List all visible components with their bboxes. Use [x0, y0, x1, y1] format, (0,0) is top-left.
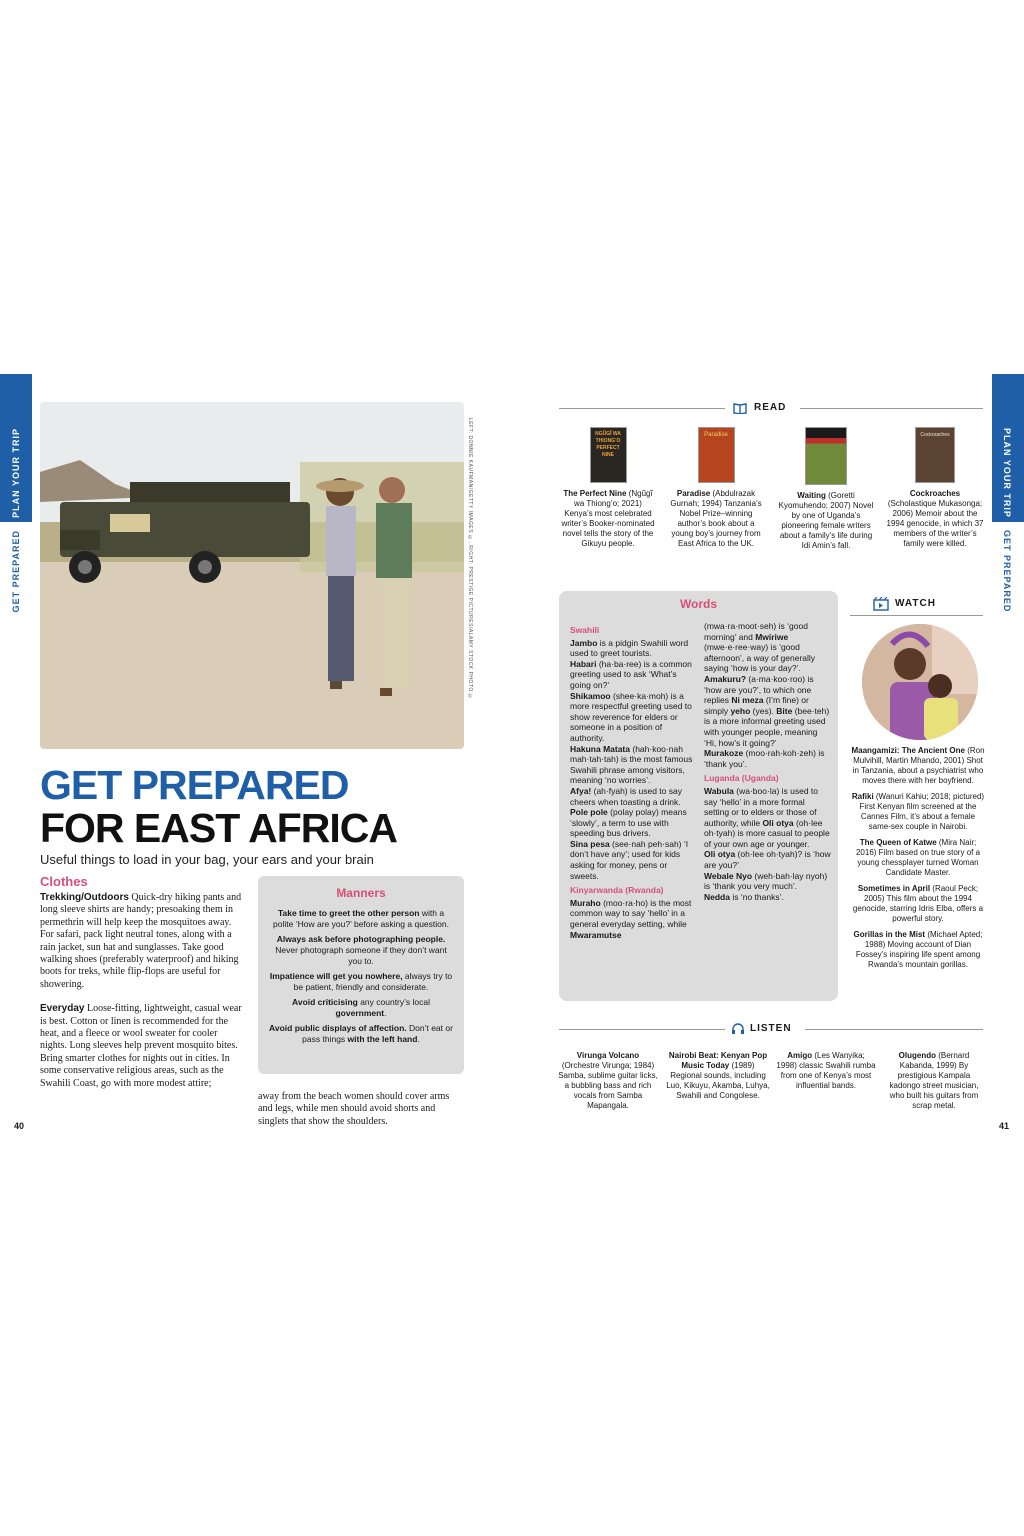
phrase-entry: Muraho (moo·ra·ho) is the most common way to say ‘hello’ in a general everyday setting, while Mwaramutse	[570, 897, 692, 940]
manners-item: Avoid public displays of affection. Don’t eat or pass things with the left hand.	[269, 1023, 453, 1044]
book-paradise	[668, 427, 764, 549]
phrase-entry: Murakoze (moo·rah·koh·zeh) is ‘thank you’.	[704, 748, 825, 769]
clothes-trekking-text: Quick-dry hiking pants and long sleeve shirts are handy; presoaking them in permethrin will help keep the mosquitoes away. For safari, pack light neutral tones, along with a rain jacket, sun hat and sunglasses. Take good walking shoes (preferably waterproof) and hiking boots for treks, while flip-flops are useful for showering.	[40, 892, 242, 990]
book-cover: NGŨGĨ WA THIONG’O PERFECT NINE	[590, 427, 627, 483]
language-heading: Kinyarwanda (Rwanda)	[570, 885, 664, 896]
book-perfect-nine	[560, 427, 656, 549]
manners-item: Take time to greet the other person with a polite ‘How are you?’ before asking a question.	[273, 908, 449, 929]
clothes-everyday-lead: Everyday	[40, 1003, 85, 1015]
book-cover: Cockroaches	[915, 427, 955, 483]
manners-item: Impatience will get you nowhere, always try to be patient, friendly and considerate.	[269, 971, 453, 992]
phrase-entry: Nedda is ‘no thanks’.	[704, 891, 784, 902]
page-number-left: 40	[14, 1121, 25, 1131]
phrase-entry: Pole pole (polay polay) means ‘slowly’, a term to use with speeding bus drivers.	[570, 807, 687, 839]
watch-rule	[850, 615, 983, 616]
phrase-entry: Oli otya (oh·lee oh·tyah)? is ‘how are you?’	[704, 849, 831, 871]
watch-title: WATCH	[895, 598, 936, 609]
phrase-entry: Hakuna Matata (hah·koo·nah mah·tah·tah) is the most famous Swahili phrase among visitors, meaning ‘no worries’.	[570, 743, 693, 786]
manners-item: Always ask before photographing people. Never photograph someone if they don’t want you to.	[275, 934, 447, 966]
phrase-entry: Shikamoo (shee·ka·moh) is a more respectful greeting used to show reverence for elders or someone in a position of authority.	[570, 690, 692, 743]
book-desc: (Goretti Kyomuhendo; 2007) Novel by one of Uganda’s pioneering female writers about a family’s life during Idi Amin’s fall.	[778, 491, 874, 550]
language-heading: Luganda (Uganda)	[704, 773, 779, 784]
clothes-everyday-paragraph	[40, 1003, 246, 1090]
clothes-title: Clothes	[40, 874, 88, 889]
words-column-2	[704, 621, 832, 902]
phrase-entry: Sina pesa (see·nah peh·sah) ‘I don’t have any’; used for kids asking for money, pens or sweets.	[570, 838, 689, 881]
phrase-entry: Wabula (wa·boo·la) is used to say ‘hello’ in a more formal setting or to elders or those of authority, while Oli otya (oh·lee oh·tyah) is more casual to people of your own age or younger.	[704, 785, 830, 849]
film-entry: Rafiki (Wanuri Kahiu; 2018; pictured) First Kenyan film screened at the Cannes Film, it’s about a female same-sex couple in Nairobi.	[851, 792, 985, 831]
clothes-trekking-paragraph	[40, 892, 246, 991]
listen-rule-right	[805, 1029, 983, 1030]
book-waiting	[776, 427, 876, 551]
words-title: Words	[679, 597, 718, 611]
read-rule-right	[800, 408, 983, 409]
book-title: Waiting	[797, 491, 826, 500]
phrase-entry: Amakuru? (a·ma·koo·roo) is ‘how are you?’, to which one replies Ni meza (I’m fine) or simply yeho (yes). Bite (bee·teh) is a more informal greeting used with younger people, meaning ‘Hi, how’s it going?’	[704, 673, 830, 748]
phrase-entry: Webale Nyo (weh·bah·lay nyoh) is ‘thank you very much’.	[704, 870, 828, 892]
language-heading: Swahili	[570, 625, 600, 635]
safari-photo	[40, 402, 464, 749]
album-entry: Nairobi Beat: Kenyan Pop Music Today (1989) Regional sounds, including Luo, Kikuyu, Akamba, Luhya, Swahili and Congolese.	[666, 1051, 770, 1100]
clothes-everyday-text: Loose-fitting, lightweight, casual wear is best. Cotton or linen is recommended for the heat, and a fleece or wool sweater for cooler nights. Long sleeves help prevent mosquito bites. Bring smarter clothes for nights out in cities. In some conservative religious areas, such as the Swahili Coast, go with more modest attire;	[40, 1003, 242, 1089]
album-entry: Virunga Volcano (Orchestre Virunga; 1984) Samba, sublime guitar licks, a bubbling bass and rich vocals from Samba Mapangala.	[558, 1051, 658, 1110]
left-section-label: GET PREPARED	[11, 530, 21, 613]
book-icon	[733, 401, 747, 419]
phrase-entry: Afya! (ah·fyah) is used to say cheers when toasting a drink.	[570, 785, 682, 807]
film-entry: The Queen of Katwe (Mira Nair; 2016) Film based on true story of a young chessplayer turned Woman Candidate Master.	[855, 838, 981, 877]
book-cover	[805, 427, 847, 485]
page-number-right: 41	[999, 1121, 1010, 1131]
book-desc: (Abdulrazak Gurnah; 1994) Tanzania’s Nobel Prize–winning author’s book about a young boy’s journey from East Africa to the UK.	[670, 489, 762, 548]
album-entry: Olugendo (Bernard Kabanda, 1999) By prestigious Kampala kadongo street musician, who built his guitars from scrap metal.	[889, 1051, 979, 1110]
manners-title: Manners	[336, 886, 386, 900]
headphones-icon	[731, 1022, 745, 1040]
film-still-circle	[862, 624, 978, 740]
headline-subtitle: Useful things to load in your bag, your ears and your brain	[40, 852, 374, 867]
album-entry: Amigo (Les Wanyika; 1998) classic Swahili rumba from one of Kenya’s most influential bands.	[776, 1051, 876, 1090]
words-box	[559, 591, 838, 1001]
safari-scene-image	[40, 402, 464, 749]
book-title: Cockroaches	[909, 489, 961, 498]
book-cover: Paradise	[698, 427, 735, 483]
listen-rule-left	[559, 1029, 725, 1030]
book-title: Paradise	[676, 489, 711, 498]
watch-list	[850, 746, 986, 976]
film-entry: Maangamizi: The Ancient One (Ron Mulvihill, Martin Mhando, 2001) Shot in Tanzania, about a psychiatrist who moves there with her boyfriend.	[851, 746, 985, 785]
headline-line2: FOR EAST AFRICA	[40, 805, 398, 851]
right-section-label: GET PREPARED	[1002, 530, 1012, 613]
read-rule-left	[559, 408, 725, 409]
manners-box	[258, 876, 464, 1074]
phrase-entry: Jambo is a pidgin Swahili word used to greet tourists.	[570, 637, 689, 659]
book-cockroaches	[885, 427, 985, 549]
phrase-entry: Habari (ha·ba·ree) is a common greeting used to ask ‘What’s going on?’	[570, 658, 692, 690]
clothes-trekking-lead: Trekking/Outdoors	[40, 892, 129, 903]
left-tab-label: PLAN YOUR TRIP	[11, 428, 21, 518]
film-entry: Gorillas in the Mist (Michael Apted; 1988) Moving account of Dian Fossey’s inspiring life spent among Rwanda’s mountain gorillas.	[853, 930, 983, 969]
book-desc: (Ngũgĩ wa Thiong’o; 2021) Kenya’s most celebrated writer’s Booker-nominated novel tells the story of the Gikuyu people.	[561, 489, 655, 548]
film-entry: Sometimes in April (Raoul Peck; 2005) This film about the 1994 genocide, starring Idris Elba, offers a powerful story.	[852, 884, 984, 923]
headline-line1: GET PREPARED	[40, 762, 349, 808]
listen-title: LISTEN	[750, 1023, 792, 1034]
book-title: The Perfect Nine	[563, 489, 627, 498]
phrase-entry: (mwa·ra·moot·seh) is ‘good morning’ and Mwiriwe (mwe·e·ree·way) is ‘good afternoon’, a way of generally saying ‘how is your day?’.	[704, 621, 816, 674]
manners-item: Avoid criticising any country’s local government.	[292, 997, 430, 1018]
book-desc: (Scholastique Mukasonga; 2006) Memoir about the 1994 genocide, in which 37 members of the writer’s family were killed.	[886, 499, 984, 548]
clothes-continuation: away from the beach women should cover arms and legs, while men should avoid shorts and singlets that show the shoulders.	[258, 1091, 450, 1127]
watch-icon	[873, 597, 889, 616]
read-title: READ	[754, 402, 787, 413]
right-tab-label: PLAN YOUR TRIP	[1002, 428, 1012, 518]
words-column-1	[570, 621, 696, 940]
clothes-column	[40, 892, 246, 1090]
photo-credit: LEFT: DONNIE KAUFMAN/GETTY IMAGES ©, RIGHT: PRESTIGE PICTURES/ALAMY STOCK PHOTO ©	[467, 418, 473, 701]
